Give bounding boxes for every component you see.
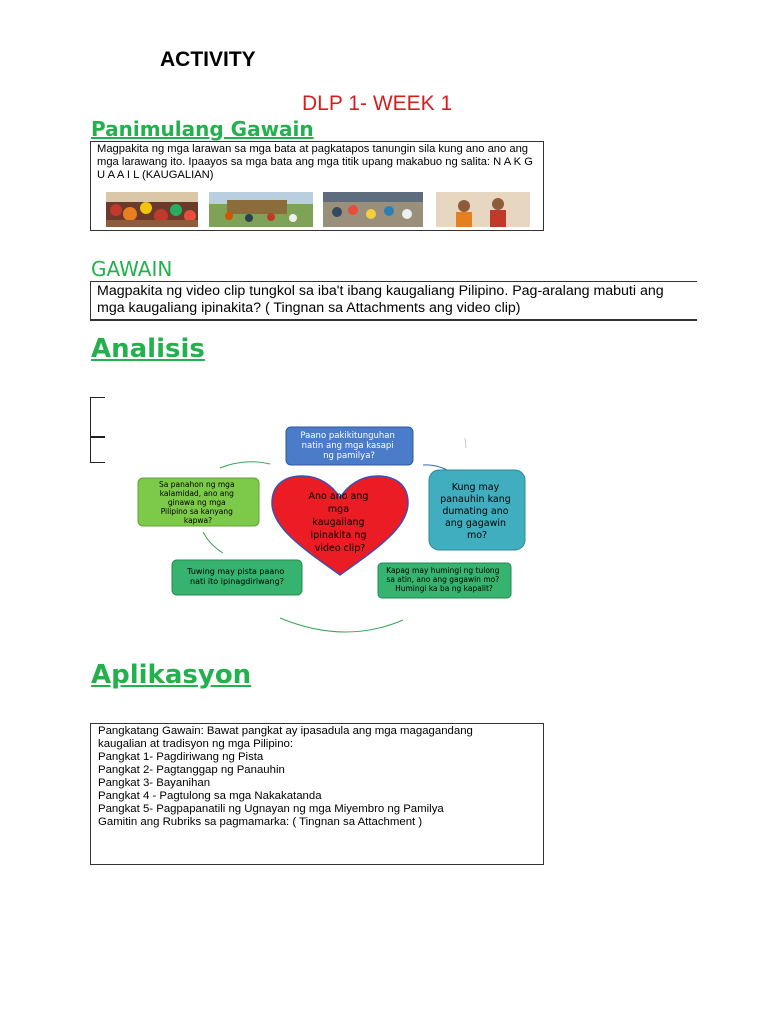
aplikasyon-heading: Aplikasyon: [91, 660, 252, 690]
bracket-line: [90, 397, 105, 437]
diagram-center-text: Ano ano ang mga kaugaliang ipinakita ng video clip?: [308, 491, 369, 554]
activity-title: ACTIVITY: [160, 48, 256, 71]
photo-market-image: [106, 192, 198, 227]
aplikasyon-line: Pangkatang Gawain: Bawat pangkat ay ipasadula ang mga magagandang: [98, 725, 473, 737]
diagram-bottom-left-text: Tuwing may pista paano nati ito ipinagdiriwang?: [187, 567, 285, 586]
gawain-text: Magpakita ng video clip tungkol sa iba't ibang kaugaliang Pilipino. Pag-aralang mabuti ang mga kaugaliang ipinakita? ( Tingnan sa Attachments ang video clip): [97, 283, 664, 316]
aplikasyon-line: Pangkat 1- Pagdiriwang ng Pista: [98, 751, 264, 763]
panimulang-gawain-heading: Panimulang Gawain: [91, 117, 314, 141]
aplikasyon-box: [90, 723, 544, 865]
photo-bayanihan-image: [209, 192, 313, 227]
cycle-arrow: [280, 618, 403, 632]
photo-family-image: [436, 192, 530, 227]
aplikasyon-line: Pangkat 2- Pagtanggap ng Panauhin: [98, 764, 285, 776]
diagram-top-text: Paano pakikitunguhan natin ang mga kasapi ng pamilya?: [300, 431, 395, 461]
panimulang-gawain-box: [90, 141, 544, 231]
cycle-arrow: [220, 462, 270, 468]
aplikasyon-line: kaugalian at tradisyon ng mga Pilipino:: [98, 738, 294, 750]
diagram-bottom-right-text: Kapag may humingi ng tulong sa atin, ano ang gagawin mo? Humingi ka ba ng kapalit?: [386, 566, 500, 593]
aplikasyon-line: Pangkat 5- Pagpapanatili ng Ugnayan ng mga Miyembro ng Pamilya: [98, 803, 444, 815]
photo-gathering-image: [323, 192, 423, 227]
gawain-heading: GAWAIN: [91, 257, 173, 281]
diagram-right-text: Kung may panauhin kang dumating ano ang gagawin mo?: [440, 482, 511, 541]
diagram-left-text: Sa panahon ng mga kalamidad, ano ang ginawa ng mga Pilipino sa kanyang kapwa?: [159, 480, 235, 525]
aplikasyon-line: Pangkat 3- Bayanihan: [98, 777, 211, 789]
gawain-box: [90, 281, 697, 321]
cycle-arrow: [423, 465, 447, 470]
aplikasyon-line: Pangkat 4 - Pagtulong sa mga Nakakatanda: [98, 790, 322, 802]
analisis-heading: Analisis: [91, 334, 205, 364]
analisis-cycle-diagram: [135, 420, 535, 645]
bracket-line: [90, 437, 105, 463]
aplikasyon-line: Gamitin ang Rubriks sa pagmamarka: ( Tingnan sa Attachment ): [98, 816, 423, 828]
dlp-week-label: DLP 1- WEEK 1: [302, 92, 453, 115]
cycle-arrow: [203, 532, 223, 553]
panimulang-gawain-text: Magpakita ng mga larawan sa mga bata at pagkatapos tanungin sila kung ano ano ang mga larawang ito. Ipaayos sa mga bata ang mga titik upang makabuo ng salita: N A K G U A A I L (KAUGALIAN): [97, 143, 533, 181]
cycle-arrow: [465, 438, 466, 448]
